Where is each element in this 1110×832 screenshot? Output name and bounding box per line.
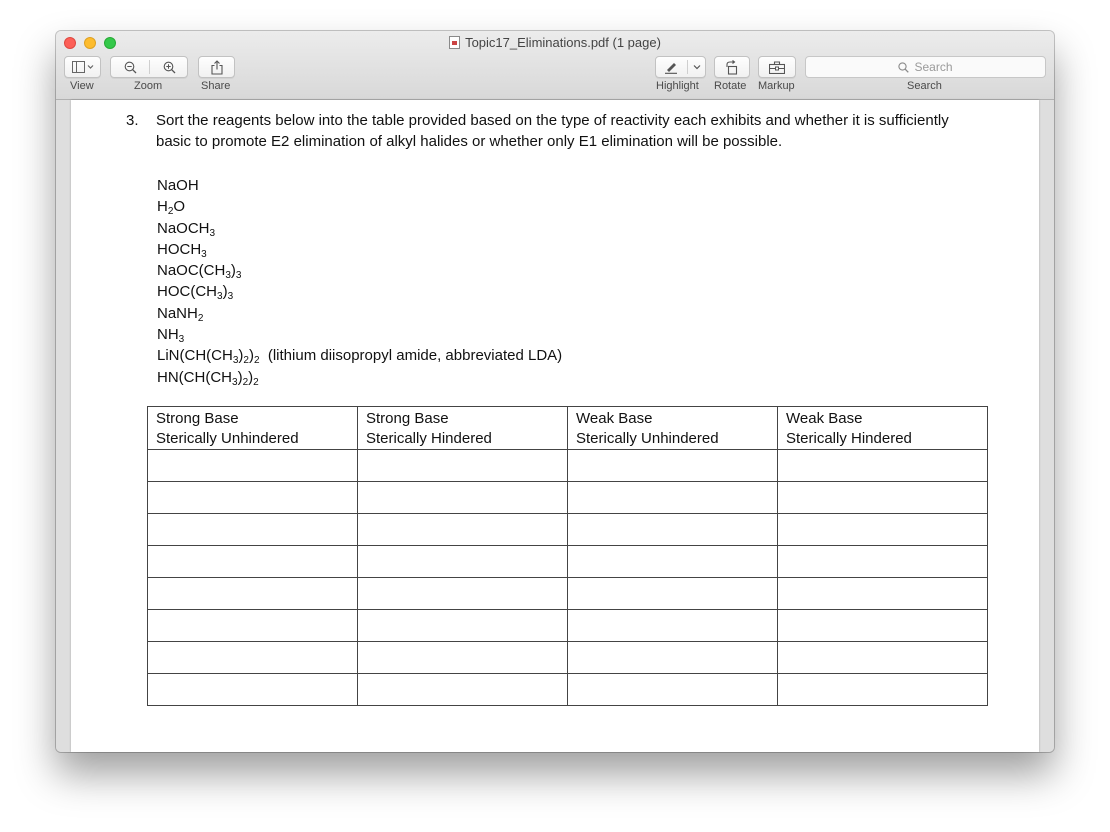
table-cell [778,578,988,610]
reagent-text: HN(CH(CH [157,368,232,386]
reagent-text: ) [248,347,254,365]
reagent-item [157,281,562,302]
reagent-text: HOCH [157,240,202,258]
table-cell [358,450,568,482]
reagent-text: H [157,198,168,216]
header-line-2: Sterically Unhindered [156,430,299,447]
reagent-subscript: 3 [232,376,238,388]
document-viewport[interactable] [56,100,1054,752]
reagent-text: NH [157,326,179,344]
table-cell [778,610,988,642]
table-row [148,546,988,578]
reagent-item [157,218,562,239]
table-cell [568,482,778,514]
reagent-text: ) [238,347,244,365]
table-cell [778,674,988,706]
reagent-item [157,367,562,388]
reagent-item [157,345,562,366]
table-cell [148,514,358,546]
share-icon [211,60,223,75]
reagent-text: ) [222,283,228,301]
markup-label: Markup [758,80,795,92]
question-text: Sort the reagents below into the table provided based on the type of reactivity each exhibits and whether it is sufficiently basic to promote E2 elimination of alkyl halides or whether only E1 elimination will be possible. [156,112,949,150]
table-cell [568,450,778,482]
table-header-row [148,407,988,450]
reagent-subscript: 3 [227,291,234,303]
reagent-text: NaOH [157,177,199,194]
rotate-label: Rotate [714,80,747,92]
question-number: 3. [126,112,139,129]
search-icon [898,62,909,73]
table-row [148,642,988,674]
highlight-options-button[interactable] [688,57,706,77]
reagent-subscript: 3 [225,270,231,282]
table-row [148,482,988,514]
reagent-item [157,196,562,217]
pdf-page [71,100,1039,752]
table-cell [148,642,358,674]
table-cell [148,610,358,642]
reagent-subscript: 3 [232,355,239,367]
search-field[interactable] [805,56,1046,78]
reagent-text: HOC(CH [157,283,217,301]
header-line-1: Weak Base [786,410,863,427]
view-menu-button[interactable] [64,56,101,78]
zoom-control [110,56,188,78]
header-line-2: Sterically Hindered [366,430,492,447]
header-line-1: Strong Base [156,410,239,427]
table-cell [358,674,568,706]
highlight-label: Highlight [656,80,699,92]
sidebar-icon [72,61,94,73]
reagent-text: NaOC(CH [157,262,226,280]
table-cell [358,482,568,514]
table-row [148,514,988,546]
reagent-item [157,324,562,345]
table-cell [568,546,778,578]
table-cell [148,674,358,706]
toolbox-icon [769,61,785,74]
table-cell [148,546,358,578]
share-button[interactable] [198,56,235,78]
reagent-item [157,175,562,196]
table-cell [778,642,988,674]
window-title: Topic17_Eliminations.pdf (1 page) [56,35,1054,50]
table-row [148,450,988,482]
table-cell [568,610,778,642]
header-line-2: Sterically Unhindered [576,430,719,447]
reagent-list [157,175,562,388]
table-row [148,610,988,642]
reagent-subscript: 3 [217,291,223,303]
table-cell [148,578,358,610]
zoom-in-button[interactable] [150,57,188,77]
reagent-item [157,239,562,260]
rotate-button[interactable] [714,56,750,78]
zoom-label: Zoom [134,80,163,92]
chevron-down-icon [693,64,701,70]
table-header-cell [148,407,358,450]
zoom-out-icon [124,61,137,74]
reagent-subscript: 2 [243,355,249,367]
table-cell [148,450,358,482]
share-label: Share [201,80,231,92]
table-cell [358,610,568,642]
table-cell [568,578,778,610]
reagent-text: ) [230,262,236,280]
preview-window [56,31,1054,752]
table-cell [148,482,358,514]
classification-table [147,406,988,706]
reagent-subscript: 2 [167,206,174,218]
reagent-subscript: 2 [197,312,204,324]
table-cell [568,674,778,706]
table-cell [358,546,568,578]
pdf-document-icon [449,36,460,49]
reagent-text: NaOCH [157,219,210,237]
table-cell [778,514,988,546]
table-cell [568,642,778,674]
table-cell [358,642,568,674]
reagent-text: O [173,198,186,216]
table-row [148,578,988,610]
reagent-subscript: 2 [253,376,259,388]
title-bar [56,31,1054,100]
table-cell [568,514,778,546]
header-line-2: Sterically Hindered [786,430,912,447]
table-header-cell [778,407,988,450]
table-header-cell [358,407,568,450]
search-placeholder: Search [914,60,953,74]
reagent-item [157,260,562,281]
view-label: View [70,80,94,92]
table-header-cell [568,407,778,450]
table-cell [778,482,988,514]
reagent-text: LiN(CH(CH [157,347,233,365]
highlighter-icon [664,61,679,74]
header-line-1: Strong Base [366,410,449,427]
table-cell [358,514,568,546]
reagent-note: (lithium diisopropyl amide, abbreviated LDA) [259,347,563,365]
reagent-item [157,303,562,324]
reagent-subscript: 3 [209,227,216,239]
table-row [148,674,988,706]
table-cell [358,578,568,610]
reagent-text: ) [248,368,254,386]
reagent-subscript: 3 [178,334,185,346]
reagent-subscript: 2 [242,376,249,388]
zoom-in-icon [163,61,176,74]
zoom-out-button[interactable] [111,57,149,77]
reagent-subscript: 3 [201,248,207,260]
highlight-control [655,56,706,78]
reagent-text: ) [237,368,243,386]
reagent-subscript: 2 [253,355,260,367]
table-cell [778,546,988,578]
reagent-text: NaNH [157,304,198,322]
highlight-button[interactable] [656,57,686,77]
table-cell [778,450,988,482]
search-label: Search [907,80,942,92]
markup-button[interactable] [758,56,796,78]
rotate-icon [725,60,739,75]
header-line-1: Weak Base [576,410,653,427]
reagent-subscript: 3 [235,270,242,282]
